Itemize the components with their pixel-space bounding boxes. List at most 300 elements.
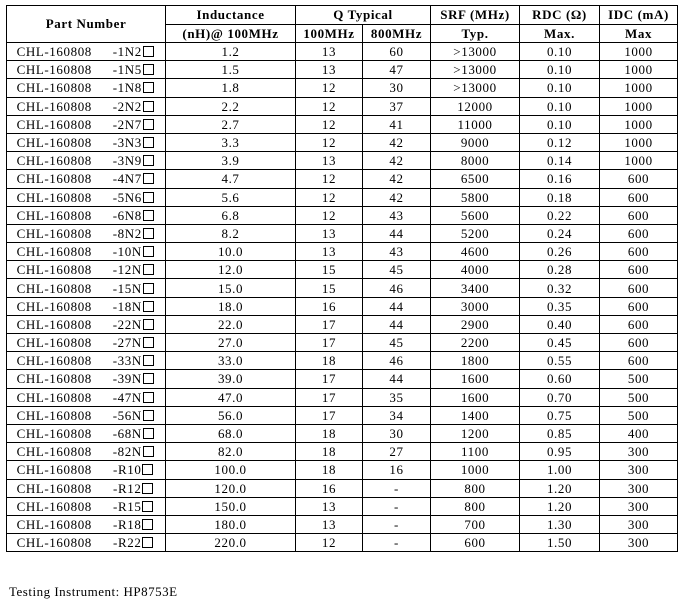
inductance-cell-text: 27.0 xyxy=(217,335,244,351)
part-prefix-cell xyxy=(7,279,102,297)
q-800mhz-cell xyxy=(363,370,431,388)
rdc-cell xyxy=(520,424,600,442)
q-100mhz-cell xyxy=(296,243,363,261)
srf-cell xyxy=(431,534,520,552)
option-box-icon xyxy=(143,264,154,275)
part-prefix-cell-text: CHL-160808 xyxy=(16,371,92,387)
idc-cell xyxy=(600,243,678,261)
q-100mhz-cell-text: 12 xyxy=(321,98,337,114)
q-100mhz-cell xyxy=(296,115,363,133)
part-code-cell-text: -18N xyxy=(112,298,142,314)
q-800mhz-cell xyxy=(363,152,431,170)
srf-cell-text: 2200 xyxy=(460,335,490,351)
idc-cell-text: 1000 xyxy=(624,44,653,60)
part-code-cell-text: -5N6 xyxy=(112,189,142,205)
idc-cell xyxy=(600,443,678,461)
part-prefix-cell-text: CHL-160808 xyxy=(16,480,92,496)
inductance-cell-text: 1.8 xyxy=(221,80,240,96)
srf-cell xyxy=(431,279,520,297)
part-code-cell-text: -6N8 xyxy=(112,207,142,223)
srf-cell xyxy=(431,388,520,406)
inductance-cell xyxy=(166,479,296,497)
q-100mhz-cell-text: 12 xyxy=(321,171,337,187)
idc-cell xyxy=(600,152,678,170)
part-prefix-cell-text: CHL-160808 xyxy=(16,516,92,532)
table-row xyxy=(7,170,678,188)
part-code-cell xyxy=(102,406,166,424)
table-row xyxy=(7,133,678,151)
q-100mhz-cell xyxy=(296,279,363,297)
header-idc-max: Max xyxy=(600,25,678,43)
inductance-cell xyxy=(166,206,296,224)
table-row xyxy=(7,315,678,333)
srf-cell xyxy=(431,424,520,442)
inductance-cell-text: 22.0 xyxy=(217,316,244,332)
q-800mhz-cell-text: 44 xyxy=(389,371,404,387)
rdc-cell xyxy=(520,224,600,242)
part-prefix-cell xyxy=(7,515,102,533)
rdc-cell xyxy=(520,279,600,297)
srf-cell xyxy=(431,206,520,224)
idc-cell xyxy=(600,534,678,552)
part-code-cell xyxy=(102,133,166,151)
rdc-cell xyxy=(520,406,600,424)
option-box-icon xyxy=(142,537,153,548)
rdc-cell-text: 0.85 xyxy=(546,426,573,442)
idc-cell xyxy=(600,261,678,279)
rdc-cell xyxy=(520,206,600,224)
srf-cell-text: 6500 xyxy=(460,171,490,187)
part-prefix-cell xyxy=(7,406,102,424)
rdc-cell xyxy=(520,43,600,61)
part-code-cell-text: -8N2 xyxy=(112,225,142,241)
srf-cell xyxy=(431,133,520,151)
srf-cell-text: 9000 xyxy=(460,135,490,151)
part-code-cell xyxy=(102,443,166,461)
q-100mhz-cell xyxy=(296,206,363,224)
idc-cell-text: 300 xyxy=(627,444,650,460)
part-code-cell xyxy=(102,297,166,315)
rdc-cell-text: 0.55 xyxy=(546,353,573,369)
q-800mhz-cell xyxy=(363,61,431,79)
inductance-cell-text: 39.0 xyxy=(217,371,244,387)
srf-cell xyxy=(431,243,520,261)
part-code-cell-text: -1N2 xyxy=(112,44,142,60)
idc-cell-text: 600 xyxy=(627,280,650,296)
idc-cell xyxy=(600,206,678,224)
srf-cell xyxy=(431,352,520,370)
part-prefix-cell-text: CHL-160808 xyxy=(16,316,92,332)
q-100mhz-cell-text: 13 xyxy=(321,498,337,514)
idc-cell-text: 600 xyxy=(627,225,650,241)
idc-cell xyxy=(600,188,678,206)
q-800mhz-cell xyxy=(363,479,431,497)
part-code-cell-text: -3N3 xyxy=(112,135,142,151)
q-100mhz-cell xyxy=(296,79,363,97)
srf-cell-text: 1600 xyxy=(460,389,490,405)
q-100mhz-cell xyxy=(296,188,363,206)
inductance-cell xyxy=(166,170,296,188)
inductance-cell-text: 82.0 xyxy=(217,444,244,460)
part-prefix-cell-text: CHL-160808 xyxy=(16,80,92,96)
part-code-cell xyxy=(102,43,166,61)
q-100mhz-cell-text: 17 xyxy=(321,407,337,423)
part-code-cell xyxy=(102,479,166,497)
rdc-cell-text: 0.40 xyxy=(546,316,573,332)
idc-cell xyxy=(600,97,678,115)
inductance-cell-text: 150.0 xyxy=(214,498,247,514)
q-100mhz-cell-text: 12 xyxy=(321,535,337,551)
part-prefix-cell xyxy=(7,443,102,461)
part-code-cell xyxy=(102,279,166,297)
inductance-cell-text: 180.0 xyxy=(214,516,247,532)
part-prefix-cell-text: CHL-160808 xyxy=(16,244,92,260)
q-800mhz-cell-text: 30 xyxy=(389,426,404,442)
option-box-icon xyxy=(143,428,154,439)
inductance-cell xyxy=(166,243,296,261)
header-q-typical: Q Typical xyxy=(296,6,431,25)
header-rdc: RDC (Ω) xyxy=(520,6,600,25)
part-prefix-cell xyxy=(7,479,102,497)
inductance-cell-text: 6.8 xyxy=(221,207,240,223)
srf-cell-text: 1100 xyxy=(461,444,489,460)
srf-cell-text: >13000 xyxy=(453,80,497,96)
part-prefix-cell-text: CHL-160808 xyxy=(16,98,92,114)
q-100mhz-cell-text: 18 xyxy=(321,462,337,478)
q-100mhz-cell-text: 16 xyxy=(321,480,337,496)
q-100mhz-cell-text: 12 xyxy=(321,116,337,132)
table-body xyxy=(7,43,678,552)
q-800mhz-cell xyxy=(363,133,431,151)
part-code-cell-text: -R10 xyxy=(113,462,142,478)
rdc-cell xyxy=(520,97,600,115)
q-800mhz-cell-text: 44 xyxy=(389,225,404,241)
idc-cell xyxy=(600,279,678,297)
part-code-cell-text: -82N xyxy=(112,444,142,460)
part-code-cell-text: -68N xyxy=(112,426,142,442)
q-100mhz-cell xyxy=(296,61,363,79)
part-code-cell xyxy=(102,534,166,552)
part-prefix-cell xyxy=(7,243,102,261)
q-800mhz-cell-text: - xyxy=(394,498,399,514)
inductance-cell-text: 68.0 xyxy=(217,426,244,442)
inductance-cell xyxy=(166,133,296,151)
header-q-100mhz: 100MHz xyxy=(296,25,363,43)
q-100mhz-cell xyxy=(296,297,363,315)
rdc-cell-text: 0.95 xyxy=(546,444,573,460)
part-code-cell-text: -1N8 xyxy=(112,80,142,96)
q-100mhz-cell-text: 12 xyxy=(321,207,337,223)
srf-cell-text: 2900 xyxy=(460,316,490,332)
rdc-cell-text: 0.60 xyxy=(546,371,573,387)
part-code-cell-text: -22N xyxy=(112,316,142,332)
part-code-cell-text: -R18 xyxy=(113,516,142,532)
q-100mhz-cell-text: 16 xyxy=(321,298,337,314)
option-box-icon xyxy=(143,355,154,366)
q-800mhz-cell xyxy=(363,79,431,97)
idc-cell xyxy=(600,497,678,515)
option-box-icon xyxy=(143,319,154,330)
srf-cell-text: 5800 xyxy=(460,189,490,205)
table-row xyxy=(7,206,678,224)
rdc-cell xyxy=(520,133,600,151)
srf-cell-text: 12000 xyxy=(457,98,493,114)
q-800mhz-cell xyxy=(363,224,431,242)
table-row xyxy=(7,261,678,279)
q-800mhz-cell-text: 45 xyxy=(389,335,404,351)
rdc-cell-text: 0.75 xyxy=(546,407,573,423)
q-100mhz-cell-text: 18 xyxy=(321,444,337,460)
part-prefix-cell xyxy=(7,461,102,479)
part-prefix-cell xyxy=(7,334,102,352)
inductance-cell-text: 18.0 xyxy=(217,298,244,314)
q-800mhz-cell-text: 42 xyxy=(389,171,404,187)
table-row xyxy=(7,243,678,261)
part-code-cell xyxy=(102,388,166,406)
table-row xyxy=(7,61,678,79)
option-box-icon xyxy=(143,410,154,421)
part-code-cell-text: -2N2 xyxy=(112,98,142,114)
idc-cell xyxy=(600,297,678,315)
srf-cell xyxy=(431,461,520,479)
part-prefix-cell-text: CHL-160808 xyxy=(16,535,92,551)
rdc-cell xyxy=(520,334,600,352)
inductance-cell xyxy=(166,334,296,352)
inductance-cell xyxy=(166,261,296,279)
q-100mhz-cell xyxy=(296,152,363,170)
rdc-cell-text: 0.10 xyxy=(546,80,573,96)
part-code-cell xyxy=(102,170,166,188)
part-code-cell-text: -12N xyxy=(112,262,142,278)
part-code-cell xyxy=(102,188,166,206)
table-row xyxy=(7,152,678,170)
inductance-cell-text: 8.2 xyxy=(221,225,240,241)
part-code-cell-text: -1N5 xyxy=(112,62,142,78)
part-code-cell-text: -R15 xyxy=(113,498,142,514)
part-prefix-cell-text: CHL-160808 xyxy=(16,444,92,460)
option-box-icon xyxy=(142,464,153,475)
part-code-cell xyxy=(102,370,166,388)
rdc-cell-text: 1.20 xyxy=(546,498,573,514)
inductance-cell-text: 120.0 xyxy=(214,480,247,496)
q-800mhz-cell-text: 16 xyxy=(389,462,404,478)
idc-cell xyxy=(600,334,678,352)
option-box-icon xyxy=(143,228,154,239)
idc-cell-text: 400 xyxy=(627,426,650,442)
part-prefix-cell xyxy=(7,534,102,552)
q-800mhz-cell xyxy=(363,461,431,479)
idc-cell-text: 500 xyxy=(627,407,650,423)
part-prefix-cell xyxy=(7,61,102,79)
rdc-cell-text: 0.35 xyxy=(546,298,573,314)
inductance-cell-text: 3.9 xyxy=(221,153,240,169)
idc-cell xyxy=(600,61,678,79)
q-100mhz-cell xyxy=(296,334,363,352)
q-800mhz-cell-text: 42 xyxy=(389,135,404,151)
part-code-cell xyxy=(102,515,166,533)
srf-cell xyxy=(431,515,520,533)
inductance-cell xyxy=(166,315,296,333)
part-prefix-cell-text: CHL-160808 xyxy=(16,44,92,60)
rdc-cell-text: 0.45 xyxy=(546,335,573,351)
idc-cell-text: 600 xyxy=(627,262,650,278)
inductance-cell xyxy=(166,534,296,552)
inductance-cell-text: 47.0 xyxy=(217,389,244,405)
part-prefix-cell xyxy=(7,261,102,279)
table-row xyxy=(7,461,678,479)
q-800mhz-cell xyxy=(363,115,431,133)
part-prefix-cell-text: CHL-160808 xyxy=(16,135,92,151)
q-100mhz-cell xyxy=(296,443,363,461)
q-100mhz-cell-text: 12 xyxy=(321,135,337,151)
part-code-cell-text: -4N7 xyxy=(112,171,142,187)
srf-cell-text: 4000 xyxy=(460,262,490,278)
part-prefix-cell-text: CHL-160808 xyxy=(16,225,92,241)
table-row xyxy=(7,43,678,61)
q-800mhz-cell-text: 44 xyxy=(389,316,404,332)
part-prefix-cell-text: CHL-160808 xyxy=(16,62,92,78)
rdc-cell xyxy=(520,497,600,515)
q-800mhz-cell-text: 43 xyxy=(389,207,404,223)
rdc-cell xyxy=(520,297,600,315)
table-row xyxy=(7,79,678,97)
srf-cell-text: >13000 xyxy=(453,62,497,78)
part-code-cell xyxy=(102,461,166,479)
idc-cell xyxy=(600,224,678,242)
q-800mhz-cell xyxy=(363,188,431,206)
table-row xyxy=(7,115,678,133)
part-prefix-cell-text: CHL-160808 xyxy=(16,353,92,369)
option-box-icon xyxy=(142,501,153,512)
part-prefix-cell xyxy=(7,133,102,151)
rdc-cell-text: 0.24 xyxy=(546,225,573,241)
q-800mhz-cell xyxy=(363,497,431,515)
rdc-cell-text: 0.16 xyxy=(546,171,573,187)
inductance-cell xyxy=(166,115,296,133)
idc-cell-text: 300 xyxy=(627,516,650,532)
idc-cell xyxy=(600,515,678,533)
part-code-cell-text: -56N xyxy=(112,407,142,423)
q-800mhz-cell-text: 42 xyxy=(389,189,404,205)
rdc-cell xyxy=(520,115,600,133)
rdc-cell-text: 0.10 xyxy=(546,62,573,78)
q-100mhz-cell xyxy=(296,497,363,515)
rdc-cell xyxy=(520,188,600,206)
rdc-cell xyxy=(520,170,600,188)
rdc-cell-text: 1.30 xyxy=(546,516,573,532)
part-code-cell xyxy=(102,61,166,79)
q-800mhz-cell xyxy=(363,315,431,333)
rdc-cell xyxy=(520,315,600,333)
q-800mhz-cell-text: 44 xyxy=(389,298,404,314)
part-prefix-cell-text: CHL-160808 xyxy=(16,462,92,478)
part-prefix-cell-text: CHL-160808 xyxy=(16,298,92,314)
q-800mhz-cell-text: - xyxy=(394,516,399,532)
option-box-icon xyxy=(143,137,154,148)
inductance-cell-text: 100.0 xyxy=(214,462,247,478)
header-inductance-unit: (nH)@ 100MHz xyxy=(166,25,296,43)
part-prefix-cell xyxy=(7,352,102,370)
part-code-cell xyxy=(102,497,166,515)
q-100mhz-cell-text: 12 xyxy=(321,189,337,205)
idc-cell-text: 600 xyxy=(627,244,650,260)
srf-cell-text: >13000 xyxy=(453,44,497,60)
inductance-cell xyxy=(166,297,296,315)
srf-cell xyxy=(431,261,520,279)
rdc-cell xyxy=(520,261,600,279)
inductor-spec-table xyxy=(6,5,678,552)
inductance-cell-text: 2.2 xyxy=(221,98,240,114)
table-row xyxy=(7,297,678,315)
part-prefix-cell-text: CHL-160808 xyxy=(16,389,92,405)
srf-cell xyxy=(431,170,520,188)
part-prefix-cell xyxy=(7,115,102,133)
idc-cell-text: 600 xyxy=(627,316,650,332)
srf-cell-text: 1400 xyxy=(460,407,490,423)
q-800mhz-cell-text: 45 xyxy=(389,262,404,278)
part-code-cell xyxy=(102,315,166,333)
part-code-cell-text: -R22 xyxy=(113,535,142,551)
option-box-icon xyxy=(143,301,154,312)
q-100mhz-cell xyxy=(296,133,363,151)
q-100mhz-cell xyxy=(296,370,363,388)
inductance-cell xyxy=(166,97,296,115)
option-box-icon xyxy=(142,483,153,494)
srf-cell-text: 1000 xyxy=(460,462,490,478)
q-800mhz-cell xyxy=(363,261,431,279)
q-100mhz-cell xyxy=(296,534,363,552)
srf-cell xyxy=(431,43,520,61)
inductance-cell xyxy=(166,43,296,61)
q-100mhz-cell xyxy=(296,170,363,188)
q-800mhz-cell xyxy=(363,406,431,424)
part-prefix-cell xyxy=(7,43,102,61)
inductance-cell-text: 220.0 xyxy=(214,535,247,551)
idc-cell xyxy=(600,461,678,479)
idc-cell-text: 500 xyxy=(627,371,650,387)
rdc-cell-text: 0.28 xyxy=(546,262,573,278)
table-row xyxy=(7,479,678,497)
option-box-icon xyxy=(143,82,154,93)
idc-cell xyxy=(600,388,678,406)
q-100mhz-cell-text: 13 xyxy=(321,153,337,169)
srf-cell xyxy=(431,497,520,515)
idc-cell-text: 300 xyxy=(627,498,650,514)
part-prefix-cell xyxy=(7,370,102,388)
srf-cell-text: 1800 xyxy=(460,353,490,369)
q-100mhz-cell xyxy=(296,515,363,533)
q-100mhz-cell xyxy=(296,406,363,424)
inductance-cell xyxy=(166,424,296,442)
part-code-cell-text: -R12 xyxy=(113,480,142,496)
idc-cell xyxy=(600,115,678,133)
idc-cell-text: 300 xyxy=(627,535,650,551)
rdc-cell-text: 1.50 xyxy=(546,535,573,551)
idc-cell xyxy=(600,352,678,370)
rdc-cell xyxy=(520,479,600,497)
part-prefix-cell-text: CHL-160808 xyxy=(16,498,92,514)
q-800mhz-cell-text: - xyxy=(394,535,399,551)
q-100mhz-cell-text: 18 xyxy=(321,353,337,369)
rdc-cell xyxy=(520,61,600,79)
idc-cell xyxy=(600,479,678,497)
table-row xyxy=(7,406,678,424)
rdc-cell-text: 0.70 xyxy=(546,389,573,405)
q-100mhz-cell-text: 13 xyxy=(321,44,337,60)
part-prefix-cell xyxy=(7,152,102,170)
q-100mhz-cell-text: 17 xyxy=(321,389,337,405)
q-100mhz-cell-text: 13 xyxy=(321,516,337,532)
